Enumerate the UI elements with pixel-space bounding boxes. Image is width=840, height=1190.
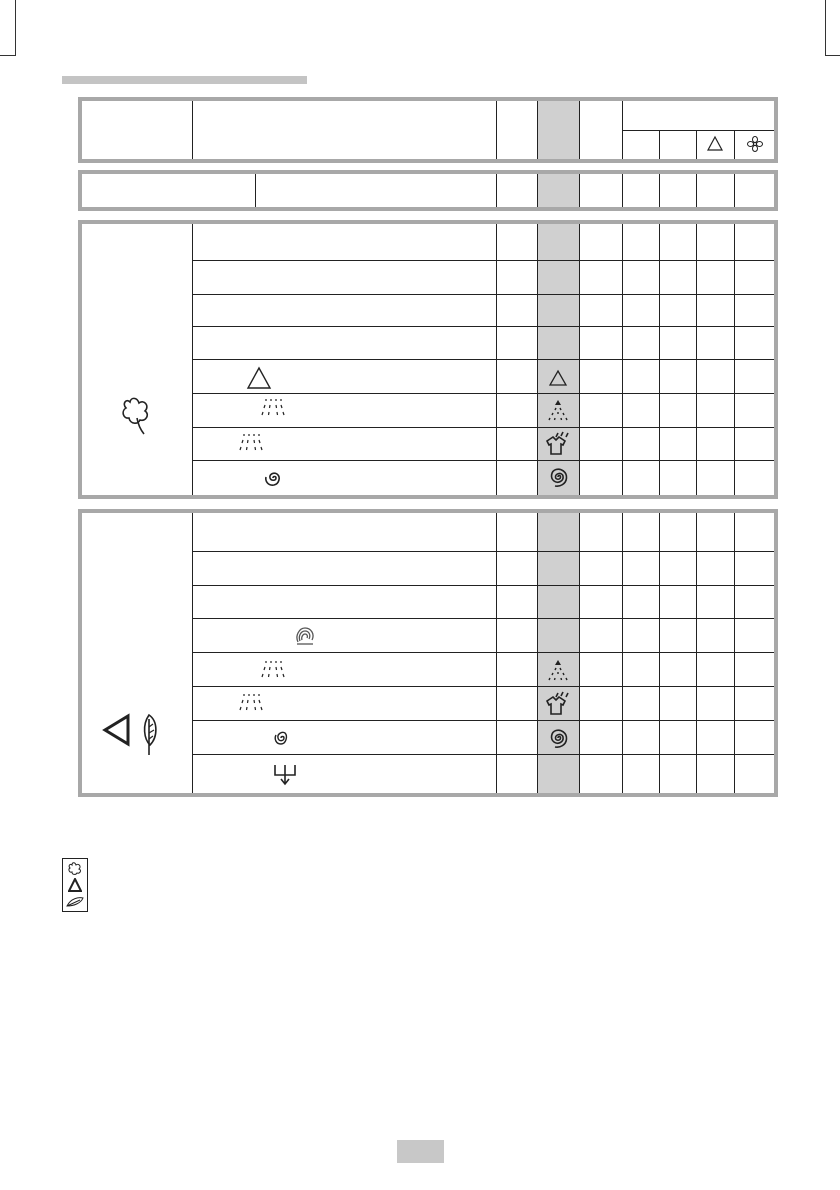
triangle-icon — [102, 713, 132, 747]
fan-icon — [746, 135, 764, 153]
rinse-icon — [260, 397, 286, 423]
spiral-icon — [272, 728, 290, 748]
triangle-icon — [68, 878, 82, 892]
section-title-bar — [62, 76, 307, 84]
triangle-icon — [706, 135, 724, 153]
spiral-icon — [262, 467, 284, 489]
crop-mark-top — [0, 55, 15, 56]
units-row-table — [78, 170, 778, 211]
page-number-box — [397, 1140, 444, 1163]
triangle-icon — [548, 369, 568, 387]
shaded-column — [537, 513, 579, 793]
feather-icon — [65, 895, 85, 909]
rinse-icon — [238, 692, 264, 718]
drain-icon — [272, 761, 298, 787]
crop-mark-left — [15, 0, 16, 56]
rinse-icon — [260, 659, 286, 685]
shirt-spray-icon — [544, 691, 572, 717]
shaded-column — [537, 174, 579, 207]
spin-icon — [546, 726, 570, 750]
crop-mark-top-right — [825, 55, 840, 56]
cotton-section-table — [78, 220, 778, 499]
cotton-icon — [67, 861, 83, 877]
shaded-column — [537, 101, 579, 159]
shower-icon — [546, 399, 570, 423]
crop-mark-right — [825, 0, 826, 56]
shirt-spray-icon — [544, 431, 572, 457]
shower-icon — [546, 659, 570, 683]
synthetics-section-table — [78, 509, 778, 797]
triangle-icon — [246, 366, 272, 390]
wool-icon — [293, 624, 317, 648]
spin-icon — [546, 465, 570, 489]
feather-icon — [136, 711, 162, 759]
legend-icon-box — [62, 858, 88, 912]
cotton-icon — [120, 394, 154, 438]
rinse-icon — [238, 432, 264, 458]
header-table — [78, 97, 778, 163]
